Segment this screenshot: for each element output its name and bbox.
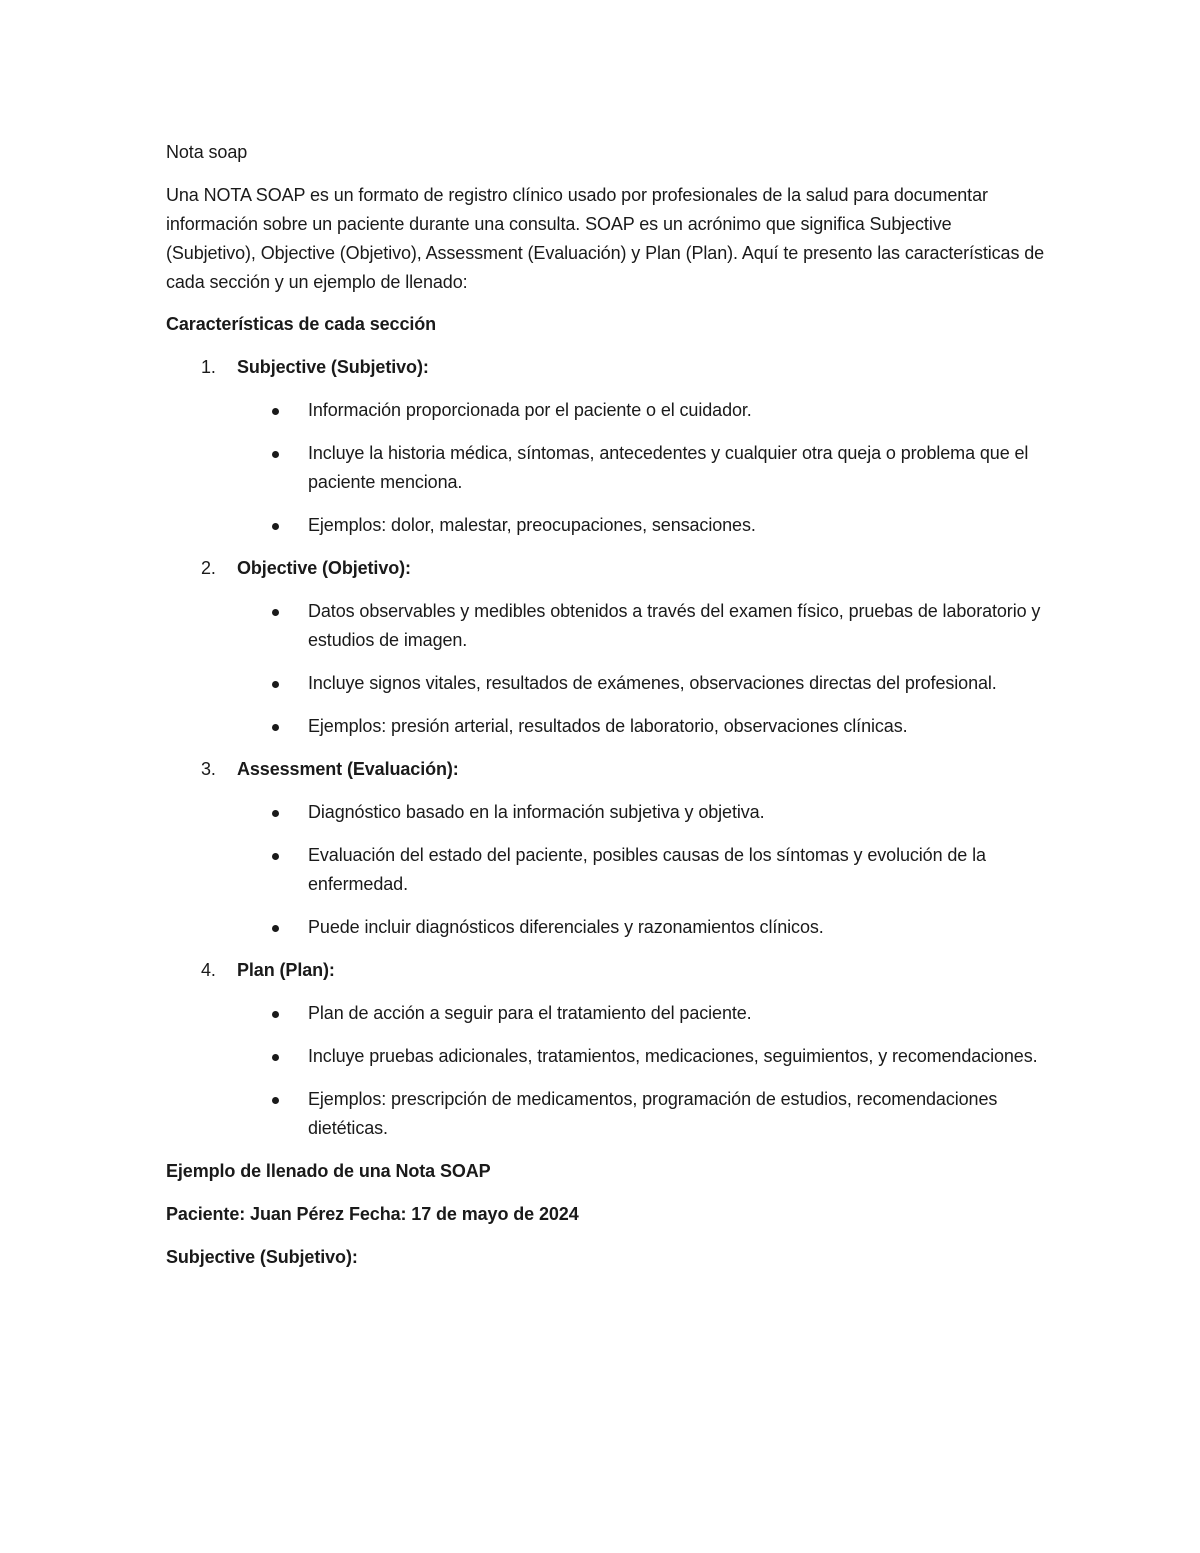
bullet-text: Evaluación del estado del paciente, posibles causas de los síntomas y evolución de la enfermedad. [308, 845, 986, 894]
bullet-list [237, 999, 1046, 1143]
intro-paragraph: Una NOTA SOAP es un formato de registro clínico usado por profesionales de la salud para documentar información sobre un paciente durante una consulta. SOAP es un acrónimo que significa Subjective (Subjetivo), Objective (Objetivo), Assessment (Evaluación) y Plan (Plan). Aquí te presento las características de cada sección y un ejemplo de llenado: [166, 185, 1045, 292]
bullet-icon [272, 810, 279, 817]
list-item [166, 712, 1046, 741]
section-subjective [166, 353, 1046, 540]
bullet-list [237, 798, 1046, 942]
section-objective [166, 554, 1046, 741]
list-item [166, 798, 1046, 827]
example-heading: Ejemplo de llenado de una Nota SOAP [166, 1161, 491, 1181]
bullet-icon [272, 925, 279, 932]
bullet-text: Incluye pruebas adicionales, tratamientos, medicaciones, seguimientos, y recomendaciones. [308, 1046, 1038, 1066]
bullet-text: Ejemplos: prescripción de medicamentos, programación de estudios, recomendaciones dietéticas. [308, 1089, 998, 1138]
list-item [166, 597, 1046, 655]
document-title: Nota soap [166, 142, 248, 162]
list-item [166, 1085, 1046, 1143]
section-title: Objective (Objetivo): [237, 558, 411, 578]
section-number: 3. [201, 759, 216, 779]
bullet-text: Información proporcionada por el paciente o el cuidador. [308, 400, 752, 420]
section-number: 1. [201, 357, 216, 377]
bullet-icon [272, 853, 279, 860]
section-number: 4. [201, 960, 216, 980]
bullet-icon [272, 1011, 279, 1018]
list-item [166, 511, 1046, 540]
list-item [166, 841, 1046, 899]
section-number: 2. [201, 558, 216, 578]
bullet-icon [272, 724, 279, 731]
bullet-text: Ejemplos: presión arterial, resultados de laboratorio, observaciones clínicas. [308, 716, 908, 736]
bullet-text: Diagnóstico basado en la información subjetiva y objetiva. [308, 802, 765, 822]
section-plan [166, 956, 1046, 1143]
bullet-list [237, 597, 1046, 741]
bullet-text: Incluye signos vitales, resultados de exámenes, observaciones directas del profesional. [308, 673, 997, 693]
bullet-icon [272, 451, 279, 458]
bullet-text: Plan de acción a seguir para el tratamiento del paciente. [308, 1003, 752, 1023]
bullet-text: Incluye la historia médica, síntomas, antecedentes y cualquier otra queja o problema que el paciente menciona. [308, 443, 1029, 492]
example-subjective-heading: Subjective (Subjetivo): [166, 1247, 358, 1267]
bullet-list [237, 396, 1046, 540]
bullet-icon [272, 609, 279, 616]
list-item [166, 1042, 1046, 1071]
patient-line: Paciente: Juan Pérez Fecha: 17 de mayo de 2024 [166, 1204, 579, 1224]
list-item [166, 396, 1046, 425]
section-assessment [166, 755, 1046, 942]
list-item [166, 669, 1046, 698]
bullet-icon [272, 681, 279, 688]
document-page [166, 138, 1046, 1286]
section-title: Plan (Plan): [237, 960, 335, 980]
section-title: Assessment (Evaluación): [237, 759, 459, 779]
bullet-icon [272, 408, 279, 415]
bullet-icon [272, 523, 279, 530]
bullet-text: Ejemplos: dolor, malestar, preocupaciones, sensaciones. [308, 515, 756, 535]
characteristics-heading: Características de cada sección [166, 314, 437, 334]
bullet-text: Datos observables y medibles obtenidos a través del examen físico, pruebas de laboratorio y estudios de imagen. [308, 601, 1041, 650]
section-title: Subjective (Subjetivo): [237, 357, 429, 377]
list-item [166, 999, 1046, 1028]
bullet-icon [272, 1054, 279, 1061]
list-item [166, 913, 1046, 942]
bullet-icon [272, 1097, 279, 1104]
bullet-text: Puede incluir diagnósticos diferenciales y razonamientos clínicos. [308, 917, 824, 937]
list-item [166, 439, 1046, 497]
